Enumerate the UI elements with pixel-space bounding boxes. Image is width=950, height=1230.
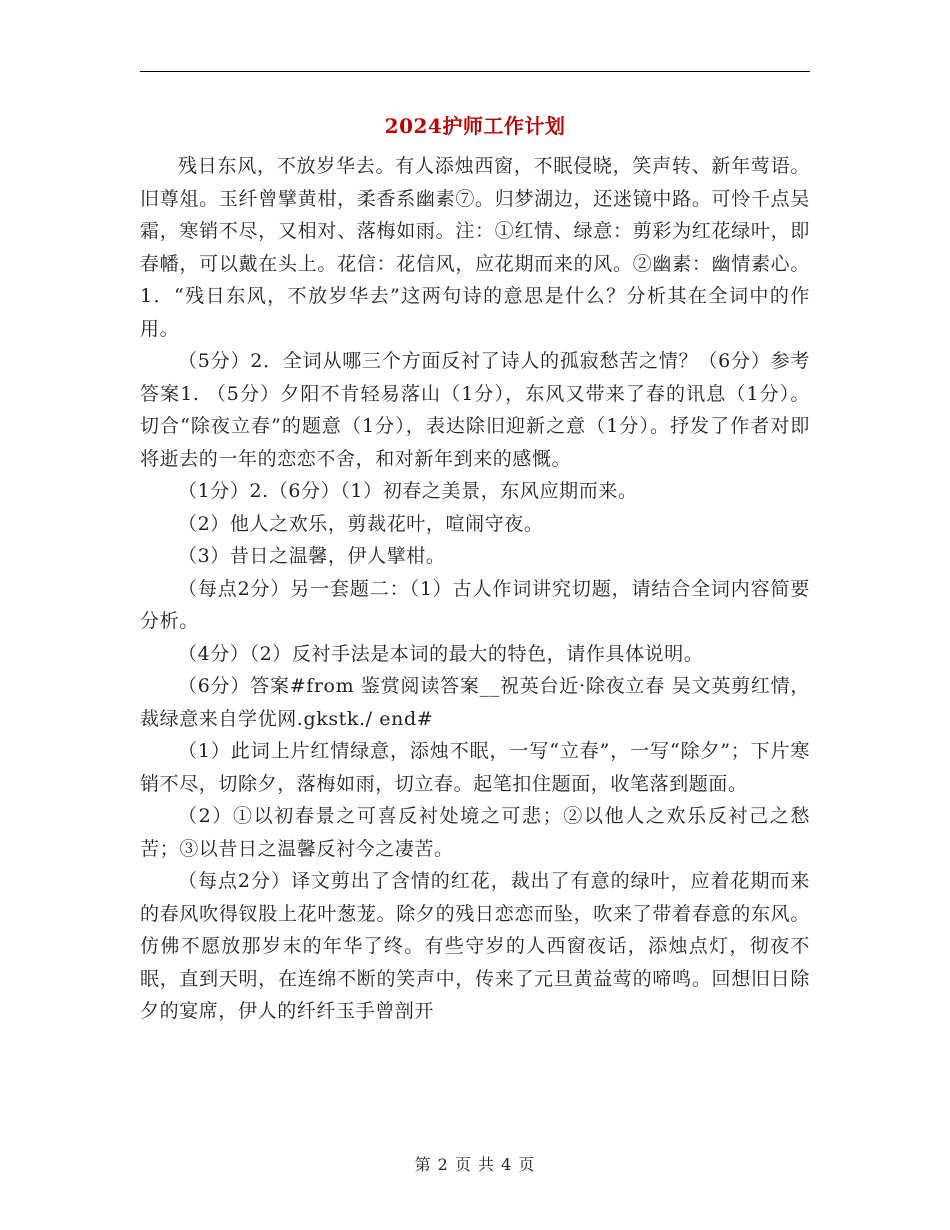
paragraph-7: （4分）（2）反衬手法是本词的最大的特色，请作具体说明。 [178,642,704,665]
paragraph-9: （1）此词上片红情绿意，添烛不眠，一写“立春”，一写“除夕”；下片寒销不尽，切除夕，落梅如雨，切立春。起笔扣住题面，收笔落到题面。 [140,740,810,795]
page-footer: 第 2 页 共 4 页 [414,1155,536,1174]
paragraph-6: （每点2分）另一套题二：（1）古人作词讲究切题，请结合全词内容简要分析。 [140,577,810,632]
paragraph-8: （6分）答案#from 鉴赏阅读答案__祝英台近·除夜立春 吴文英剪红情，裁绿意来自学优网.gkstk./ end# [140,675,810,730]
paragraph-5: （3）昔日之温馨，伊人擘柑。 [178,545,446,567]
header-rule [140,71,810,72]
paragraph-11: （每点2分）译文剪出了含情的红花，裁出了有意的绿叶，应着花期而来的春风吹得钗股上花叶葱茏。除夕的残日恋恋而坠，吹来了带着春意的东风。仿佛不愿放那岁末的年华了终。有些守岁的人西窗夜话，添烛点灯，彻夜不眠，直到天明，在连绵不断的笑声中，传来了元旦黄益莺的啼鸣。回想旧日除夕的宴席，伊人的纤纤玉手曾剖开 [140,870,810,1022]
paragraph-3: （1分）2.（6分）（1）初春之美景，东风应期而来。 [178,480,638,502]
paragraph-10: （2）①以初春景之可喜反衬处境之可悲；②以他人之欢乐反衬己之愁苦；③以昔日之温馨反衬今之凄苦。 [140,805,810,860]
paragraph-2: （5分）2．全词从哪三个方面反衬了诗人的孤寂愁苦之情？（6分）参考答案1. （5分）夕阳不肯轻易落山（1分），东风又带来了春的讯息（1分）。切合“除夜立春”的题意（1分），表达除旧迎新之意（1分）。抒发了作者对即将逝去的一年的恋恋不舍，和对新年到来的感慨。 [140,350,810,470]
paragraph-1: 残日东风，不放岁华去。有人添烛西窗，不眠侵晓，笑声转、新年莺语。旧尊俎。玉纤曾擘黄柑，柔香系幽素⑦。归梦湖边，还迷镜中路。可怜千点吴霜，寒销不尽，又相对、落梅如雨。注：①红情、绿意：剪彩为红花绿叶，即春幡，可以戴在头上。花信：花信风，应花期而来的风。②幽素：幽情素心。1．“残日东风，不放岁华去”这两句诗的意思是什么？分析其在全词中的作用。 [140,155,810,340]
paragraph-4: （2）他人之欢乐，剪裁花叶，喧闹守夜。 [178,512,544,535]
document-body [140,150,810,1028]
page-title: 2024护师工作计划 [384,114,566,138]
